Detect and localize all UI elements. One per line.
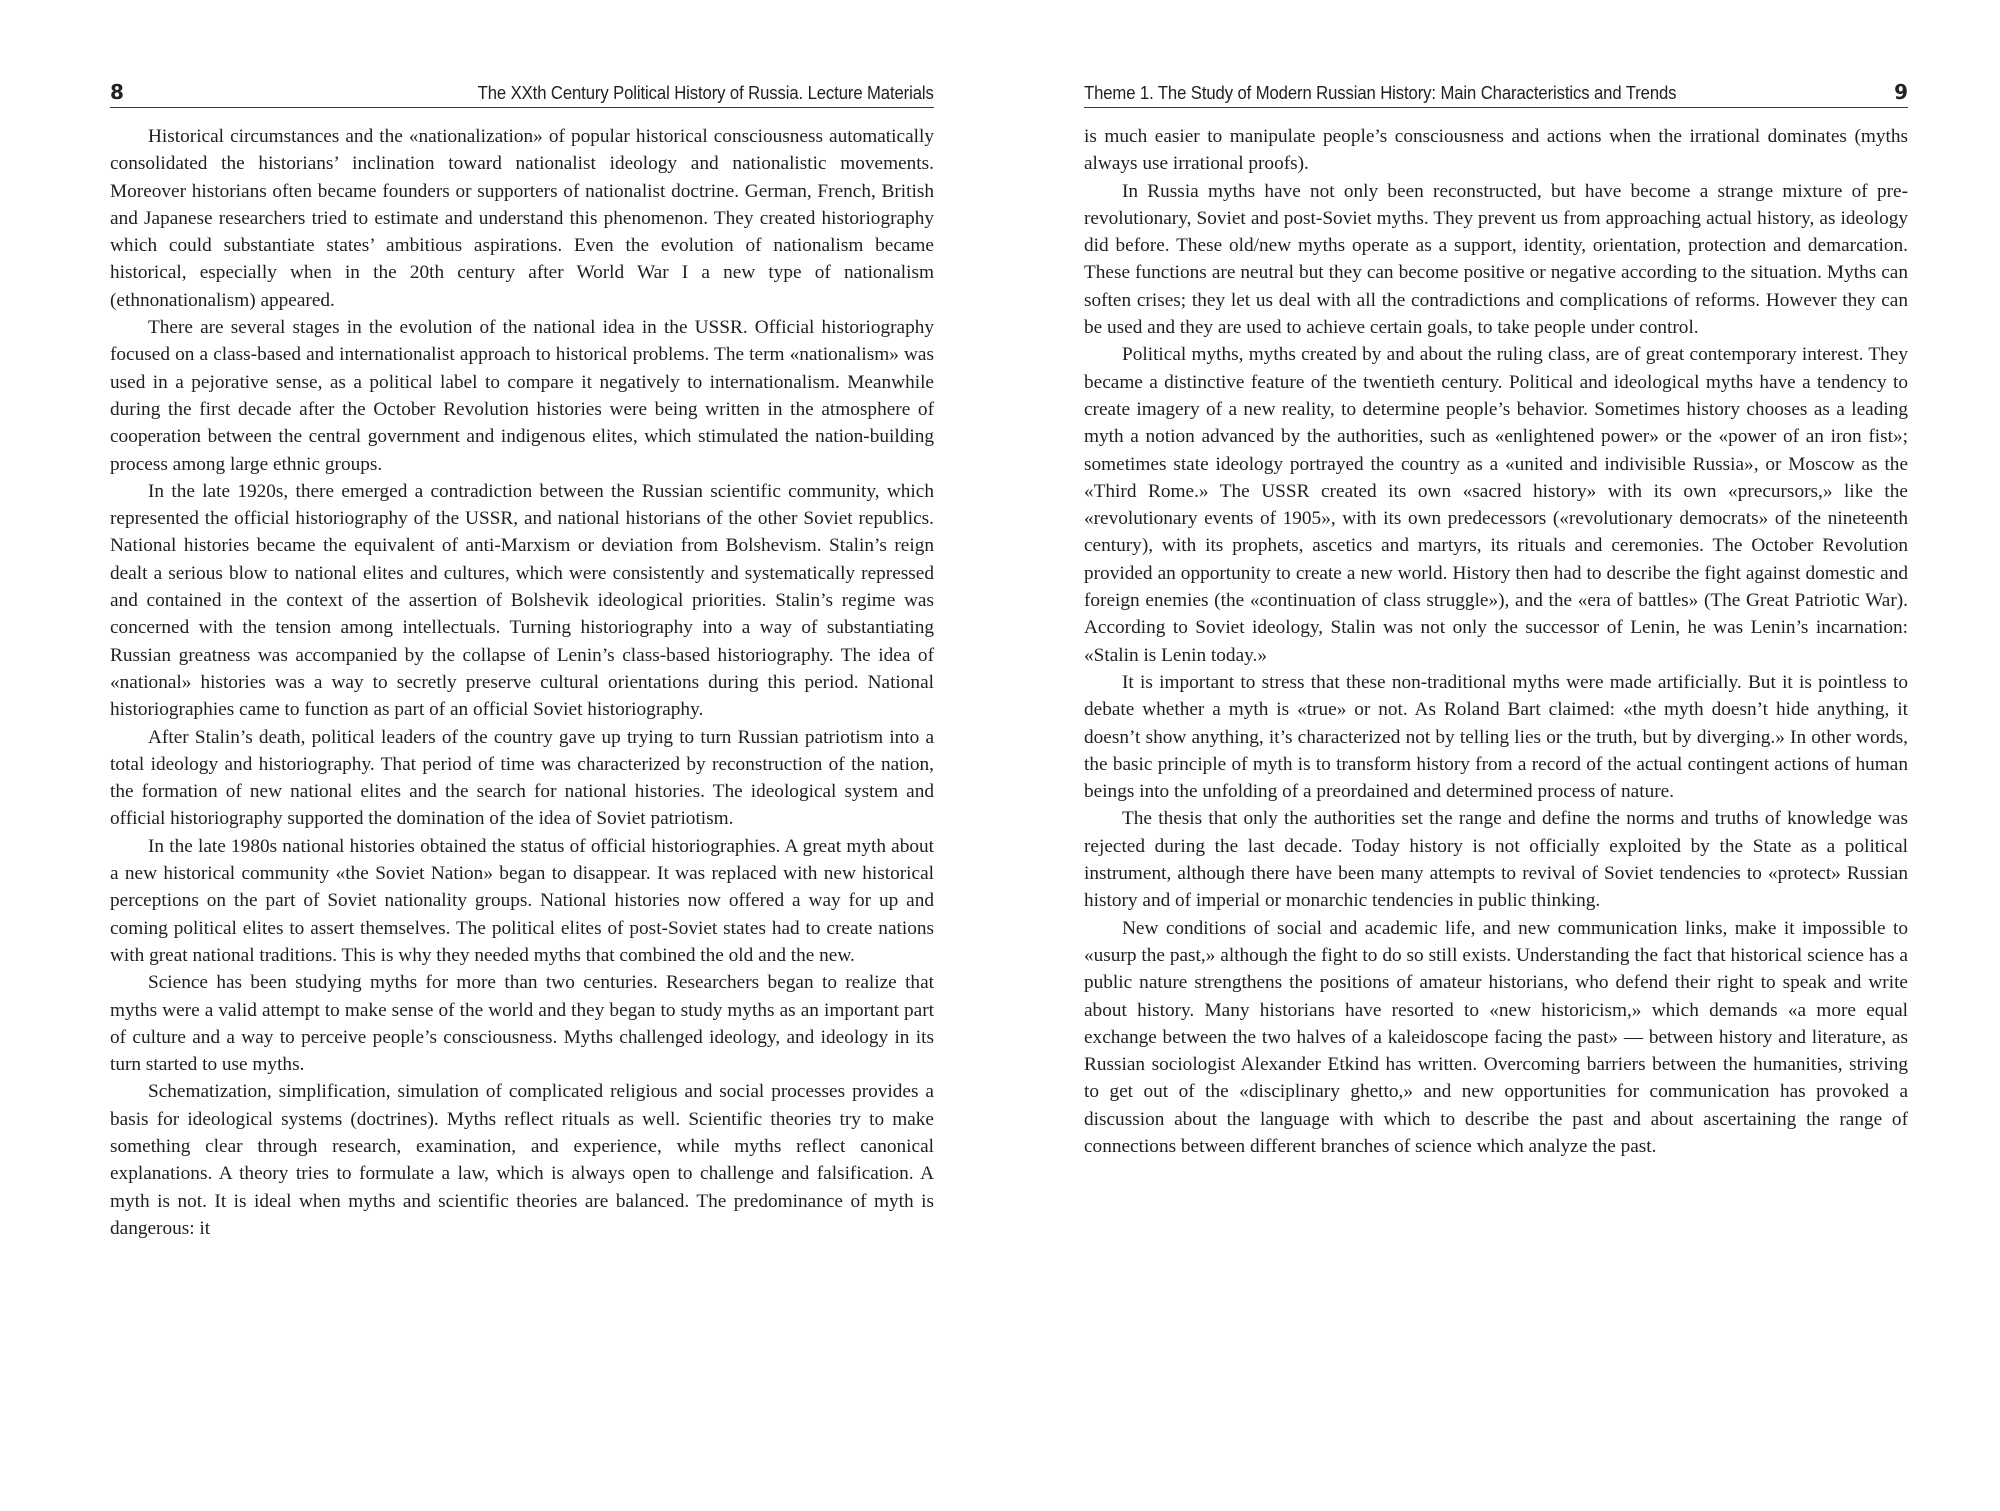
paragraph: In the late 1980s national histories obtained the status of official historiographies. A great myth about a new historical community «the Soviet Nation» began to disappear. It was replaced with new historical perceptions on the part of Soviet nationality groups. National histories now offered a way for up and coming political elites to assert themselves. The political elites of post-Soviet states had to create nations with great national traditions. This is why they needed myths that combined the old and the new. xyxy=(110,835,934,966)
paragraph: Political myths, myths created by and about the ruling class, are of great contemporary interest. They became a distinctive feature of the twentieth century. Political and ideological myths have a tendency to create imagery of a new reality, to determine people’s behavior. Sometimes history chooses as a leading myth a notion advanced by the authorities, such as «enlightened power» or the «power of an iron fist»; sometimes state ideology portrayed the country as a «united and indivisible Russia», or Moscow as the «Third Rome.» The USSR created its own «sacred history» with its own «precursors,» like the «revolutionary events of 1905», with its own predecessors («revolutionary democrats» of the nineteenth century), with its prophets, ascetics and martyrs, its rituals and ceremonies. The October Revolution provided an opportunity to create a new world. History then had to describe the fight against domestic and foreign enemies (the «continuation of class struggle»), and the «era of battles» (The Great Patriotic War). According to Soviet ideology, Stalin was not only the successor of Lenin, he was Lenin’s incarnation: «Stalin is Lenin today.» xyxy=(1084,344,1908,666)
paragraph: In Russia myths have not only been reconstructed, but have become a strange mixture of pre-revolutionary, Soviet and post-Soviet myths. They prevent us from approaching actual history, as ideology did before. These old/new myths operate as a support, identity, orientation, protection and demarcation. These functions are neutral but they can become positive or negative according to the situation. Myths can soften crises; they let us deal with all the contradictions and complications of reforms. However they can be used and they are used to achieve certain goals, to take people under control. xyxy=(1084,180,1908,339)
paragraph: In the late 1920s, there emerged a contradiction between the Russian scientific community, which represented the official historiography of the USSR, and national historians of the other Soviet republics. National histories became the equivalent of anti-Marxism or deviation from Bolshevism. Stalin’s reign dealt a serious blow to national elites and cultures, which were consistently and systematically repressed and contained in the context of the assertion of Bolshevik ideological priorities. Stalin’s regime was concerned with the tension among intellectuals. Turning historiography into a way of substantiating Russian greatness was accompanied by the collapse of Lenin’s class-based historiography. The idea of «national» histories was a way to secretly preserve cultural orientations during this period. National historiographies came to function as part of an official Soviet historiography. xyxy=(110,480,934,721)
left-body-text xyxy=(110,123,934,1242)
left-running-head xyxy=(110,78,934,108)
running-title: Theme 1. The Study of Modern Russian History: Main Characteristics and Trends xyxy=(1084,82,1677,103)
page-number: 9 xyxy=(1894,80,1908,104)
paragraph: The thesis that only the authorities set the range and define the norms and truths of knowledge was rejected during the last decade. Today history is not officially exploited by the State as a political instrument, although there have been many attempts to revival of Soviet tendencies to «protect» Russian history and of imperial or monarchic tendencies in public thinking. xyxy=(1084,808,1908,912)
paragraph: Science has been studying myths for more than two centuries. Researchers began to realize that myths were a valid attempt to make sense of the world and they began to study myths as an important part of culture and a way to perceive people’s consciousness. Myths challenged ideology, and ideology in its turn started to use myths. xyxy=(110,972,934,1076)
paragraph: It is important to stress that these non-traditional myths were made artificially. But it is pointless to debate whether a myth is «true» or not. As Roland Bart claimed: «the myth doesn’t hide anything, it doesn’t show anything, it’s characterized not by telling lies or the truth, but by diverging.» In other words, the basic principle of myth is to transform history from a record of the actual contingent actions of human beings into the unfolding of a preordained and determined process of nature. xyxy=(1084,671,1908,803)
continued-paragraph: is much easier to manipulate people’s consciousness and actions when the irrational dominates (myths always use irrational proofs). xyxy=(1084,126,1908,175)
running-title: The XXth Century Political History of Russia. Lecture Materials xyxy=(477,82,934,103)
paragraph: There are several stages in the evolution of the national idea in the USSR. Official historiography focused on a class-based and internationalist approach to historical problems. The term «nationalism» was used in a pejorative sense, as a political label to compare it negatively to internationalism. Meanwhile during the first decade after the October Revolution histories were being written in the atmosphere of cooperation between the central government and indigenous elites, which stimulated the nation-building process among large ethnic groups. xyxy=(110,317,934,475)
paragraph: New conditions of social and academic life, and new communication links, make it impossible to «usurp the past,» although the fight to do so still exists. Understanding the fact that historical science has a public nature strengthens the positions of amateur historians, who defend their right to speak and write about history. Many historians have resorted to «new historicism,» which demands «a more equal exchange between the two halves of a kaleidoscope facing the past» — between history and literature, as Russian sociologist Alexander Etkind has written. Overcoming barriers between the humanities, striving to get out of the «disciplinary ghetto,» and new opportunities for communication has provoked a discussion about the language with which to describe the past and about ascertaining the range of connections between different branches of science which analyze the past. xyxy=(1084,917,1908,1157)
right-running-head xyxy=(1084,78,1908,108)
page-number: 8 xyxy=(110,80,124,104)
left-page xyxy=(110,0,934,1511)
paragraph: After Stalin’s death, political leaders of the country gave up trying to turn Russian patriotism into a total ideology and historiography. That period of time was characterized by reconstruction of the nation, the formation of new national elites and the search for national histories. The ideological system and official historiography supported the domination of the idea of Soviet patriotism. xyxy=(110,726,934,830)
right-page xyxy=(1084,0,1908,1511)
right-body-text xyxy=(1084,123,1908,1160)
paragraph: Historical circumstances and the «nationalization» of popular historical consciousness automatically consolidated the historians’ inclination toward nationalist ideology and nationalistic movements. Moreover historians often became founders or supporters of nationalist doctrine. German, French, British and Japanese researchers tried to estimate and understand this phenomenon. They created historiography which could substantiate states’ ambitious aspirations. Even the evolution of nationalism became historical, especially when in the 20th century after World War I a new type of nationalism (ethnonationalism) appeared. xyxy=(110,126,934,311)
paragraph: Schematization, simplification, simulation of complicated religious and social processes provides a basis for ideological systems (doctrines). Myths reflect rituals as well. Scientific theories try to make something clear through research, examination, and experience, while myths reflect canonical explanations. A theory tries to formulate a law, which is always open to challenge and falsification. A myth is not. It is ideal when myths and scientific theories are balanced. The predominance of myth is dangerous: it xyxy=(110,1081,934,1239)
